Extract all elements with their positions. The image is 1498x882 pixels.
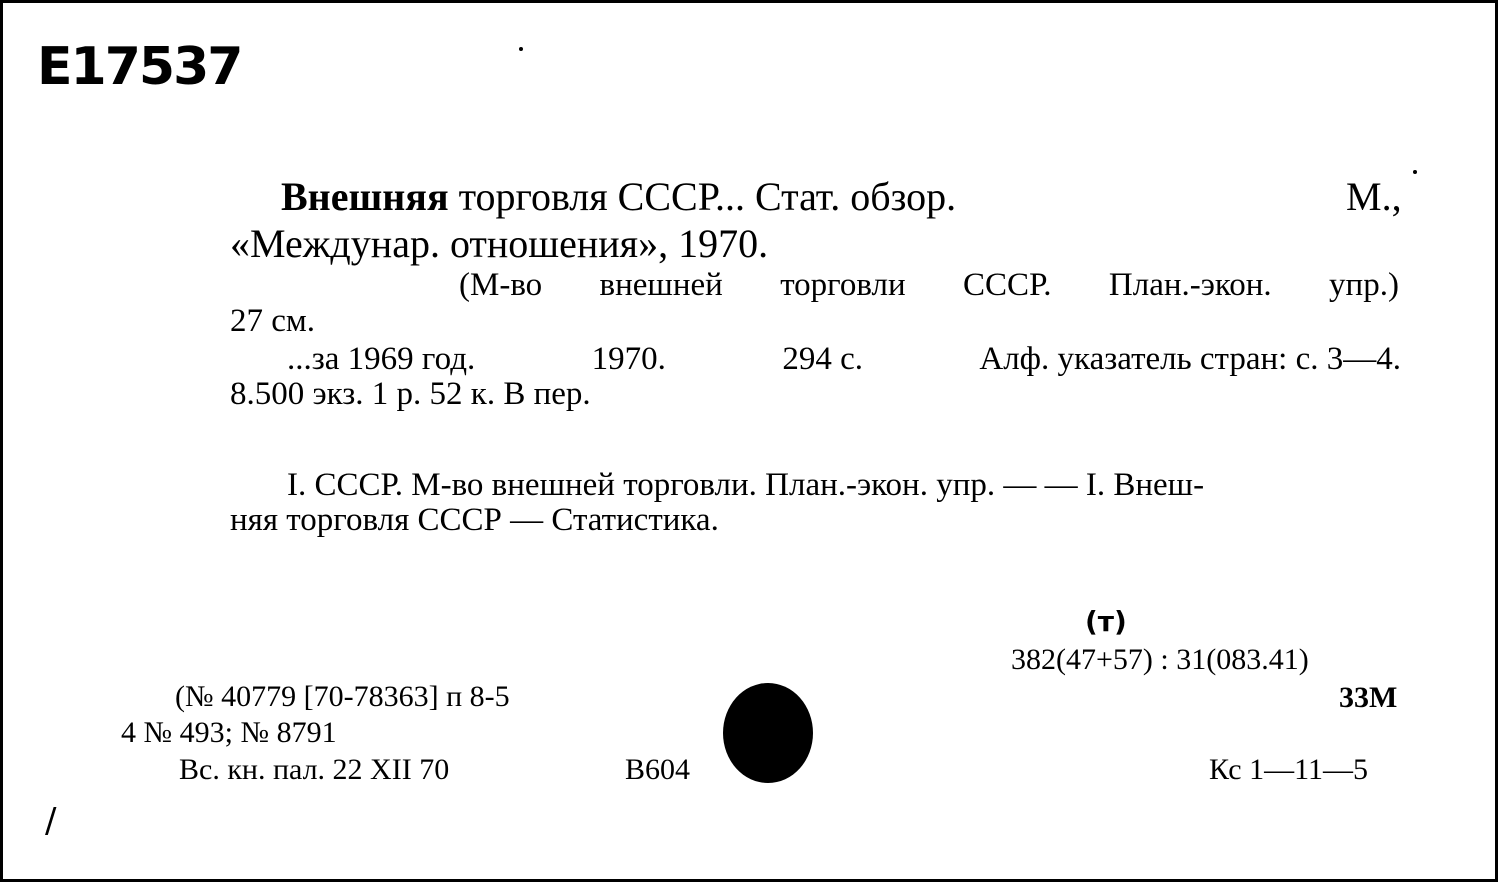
entry-place: М., (1346, 174, 1402, 219)
entry-heading: Внешняя (281, 174, 449, 219)
kc-code: Кс 1—11—5 (1209, 753, 1368, 786)
entry-series (459, 267, 1399, 304)
printing-numbers: 4 № 493; № 8791 (121, 716, 337, 749)
entry-title-line (281, 173, 956, 220)
tracings-line-1: I. СССР. М-во внешней торговли. План.-экон. упр. — — I. Внеш- (287, 467, 1205, 503)
volume-pages: 294 с. (782, 341, 863, 377)
printing-b-code: В604 (625, 753, 691, 786)
udc-index: 382(47+57) : 31(083.41) (1011, 643, 1309, 676)
printing-order: (№ 40779 [70-78363] п 8-5 (175, 680, 510, 713)
volume-years: ...за 1969 год. (287, 341, 476, 377)
entry-title: торговля СССР... Стат. обзор. (458, 174, 957, 219)
entry-volume (287, 341, 1401, 378)
series-part: СССР. (963, 267, 1052, 303)
punch-hole (723, 683, 813, 783)
tracings-line-2: няя торговля СССР — Статистика. (230, 502, 719, 538)
printing-chamber: Вс. кн. пал. 22 XII 70 (179, 753, 450, 786)
series-part: План.-экон. (1108, 267, 1272, 303)
volume-pub-year: 1970. (591, 341, 666, 377)
handwritten-note: (т) (1085, 605, 1127, 638)
entry-publisher: «Междунар. отношения», 1970. (230, 221, 769, 266)
margin-mark: / (45, 801, 57, 841)
series-part: (М-во (459, 267, 543, 303)
speck (519, 47, 523, 51)
speck (1413, 170, 1417, 174)
call-number: Е17537 (37, 37, 242, 97)
shelf-code: 33М (1339, 681, 1398, 714)
series-part: торговли (780, 267, 906, 303)
series-part: внешней (599, 267, 723, 303)
series-part: упр.) (1329, 267, 1399, 303)
entry-size: 27 см. (230, 303, 316, 339)
volume-index: Алф. указатель стран: с. 3—4. (979, 341, 1401, 377)
entry-copies: 8.500 экз. 1 р. 52 к. В пер. (230, 376, 591, 412)
